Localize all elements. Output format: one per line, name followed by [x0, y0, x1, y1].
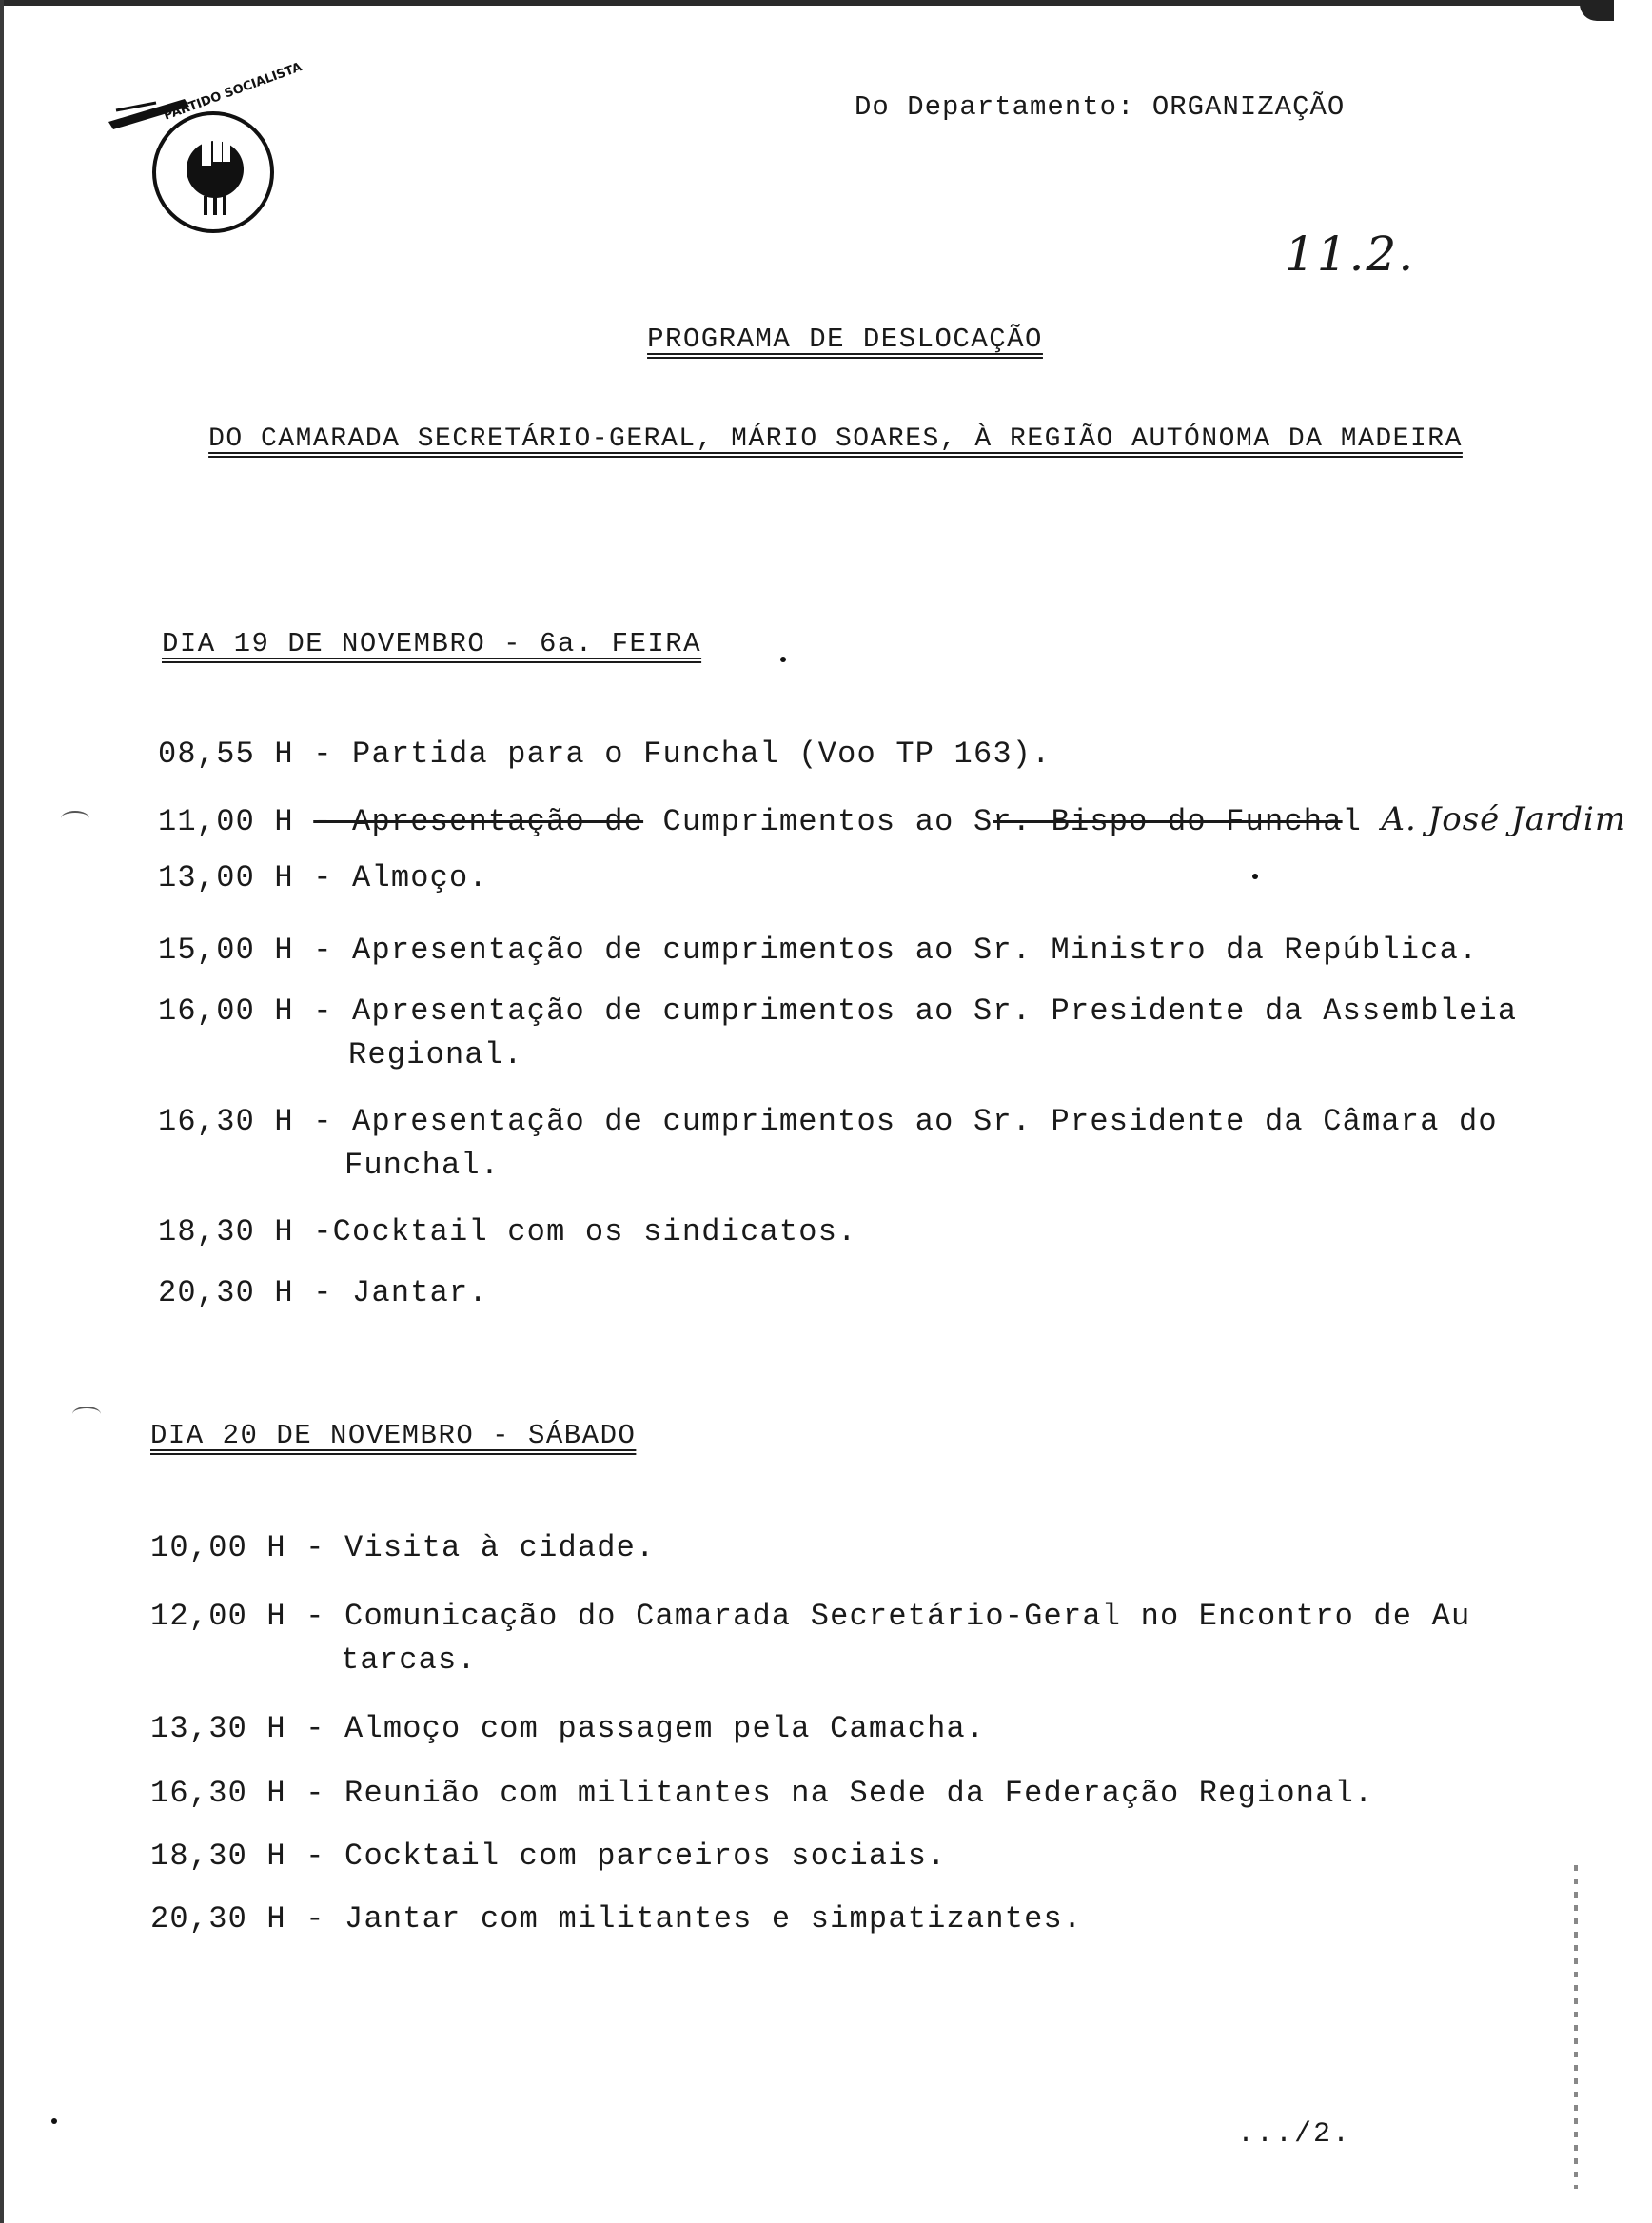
struck-text: r. Bispo do Funcha — [993, 804, 1343, 839]
item-time: 08,55 H — [158, 737, 294, 772]
item-time: 20,30 H — [150, 1901, 286, 1937]
item-time: 15,00 H — [158, 933, 294, 968]
item-text: - Apresentação de cumprimentos ao Sr. Presidente da Câmara do — [313, 1104, 1498, 1139]
item-time: 16,30 H — [158, 1104, 294, 1139]
item-text: - Comunicação do Camarada Secretário-Geral no Encontro de Au — [305, 1599, 1471, 1634]
schedule-item — [158, 1100, 1498, 1183]
item-text-continuation: Regional. — [348, 1037, 523, 1072]
schedule-item — [150, 1772, 1373, 1816]
schedule-item — [150, 1898, 1082, 1941]
item-time: 16,30 H — [150, 1776, 286, 1811]
item-time: 11,00 H — [158, 804, 294, 839]
item-time: 13,30 H — [150, 1711, 286, 1746]
item-text: - Apresentação de cumprimentos ao Sr. Presidente da Assembleia — [313, 993, 1518, 1029]
item-text: - Jantar com militantes e simpatizantes. — [305, 1901, 1083, 1937]
item-time: 18,30 H — [158, 1214, 294, 1249]
document-subtitle: DO CAMARADA SECRETÁRIO-GERAL, MÁRIO SOARES, À REGIÃO AUTÓNOMA DA MADEIRA — [208, 424, 1463, 454]
ink-dot — [780, 657, 786, 662]
item-time: 10,00 H — [150, 1530, 286, 1565]
schedule-item — [158, 1210, 857, 1254]
schedule-item — [158, 929, 1478, 973]
schedule-item — [150, 1595, 1471, 1678]
item-text-continuation: tarcas. — [341, 1643, 477, 1678]
item-text: - Apresentação de cumprimentos ao Sr. Ministro da República. — [313, 933, 1479, 968]
item-text-continuation: Funchal. — [344, 1148, 501, 1183]
schedule-item — [150, 1707, 985, 1751]
margin-mark — [72, 1407, 101, 1422]
item-time: 13,00 H — [158, 860, 294, 895]
item-text: - Jantar. — [313, 1275, 488, 1310]
item-text: - Visita à cidade. — [305, 1530, 656, 1565]
ink-dot — [1252, 874, 1258, 879]
item-text: -Cocktail com os sindicatos. — [313, 1214, 857, 1249]
margin-mark — [61, 811, 89, 826]
document-title: PROGRAMA DE DESLOCAÇÃO — [647, 324, 1043, 355]
day-heading-19: DIA 19 DE NOVEMBRO - 6a. FEIRA — [162, 628, 702, 659]
item-time: 12,00 H — [150, 1599, 286, 1634]
day-heading-20: DIA 20 DE NOVEMBRO - SÁBADO — [150, 1420, 637, 1451]
page-continuation: .../2. — [1237, 2118, 1352, 2151]
svg-text:PARTIDO SOCIALISTA: PARTIDO SOCIALISTA — [162, 60, 305, 124]
item-time: 18,30 H — [150, 1839, 286, 1874]
schedule-item — [158, 1271, 488, 1315]
item-text: Cumprimentos ao S — [662, 804, 993, 839]
department-line: Do Departamento: ORGANIZAÇÃO — [855, 91, 1346, 123]
schedule-item — [150, 1526, 656, 1570]
scan-corner — [1580, 0, 1614, 21]
schedule-item — [158, 990, 1518, 1072]
schedule-item — [158, 856, 488, 900]
party-logo-icon — [99, 60, 305, 244]
handwritten-reference: 11.2. — [1285, 226, 1416, 282]
schedule-item — [158, 733, 1052, 777]
schedule-item — [150, 1835, 947, 1879]
item-text-tail: l — [1342, 804, 1363, 839]
scan-edge-top — [0, 0, 1614, 6]
struck-text: - Apresentação de — [313, 804, 644, 839]
ink-dot — [51, 2118, 57, 2124]
item-text: - Cocktail com parceiros sociais. — [305, 1839, 947, 1874]
scan-edge-left — [0, 0, 4, 2223]
item-time: 16,00 H — [158, 993, 294, 1029]
item-text: - Partida para o Funchal (Voo TP 163). — [313, 737, 1052, 772]
handwritten-correction: A. José Jardim — [1381, 800, 1627, 838]
item-text: - Reunião com militantes na Sede da Federação Regional. — [305, 1776, 1374, 1811]
schedule-item-corrected — [158, 797, 1626, 844]
item-text: - Almoço com passagem pela Camacha. — [305, 1711, 986, 1746]
scan-edge-noise — [1574, 1865, 1578, 2189]
item-text: - Almoço. — [313, 860, 488, 895]
item-time: 20,30 H — [158, 1275, 294, 1310]
